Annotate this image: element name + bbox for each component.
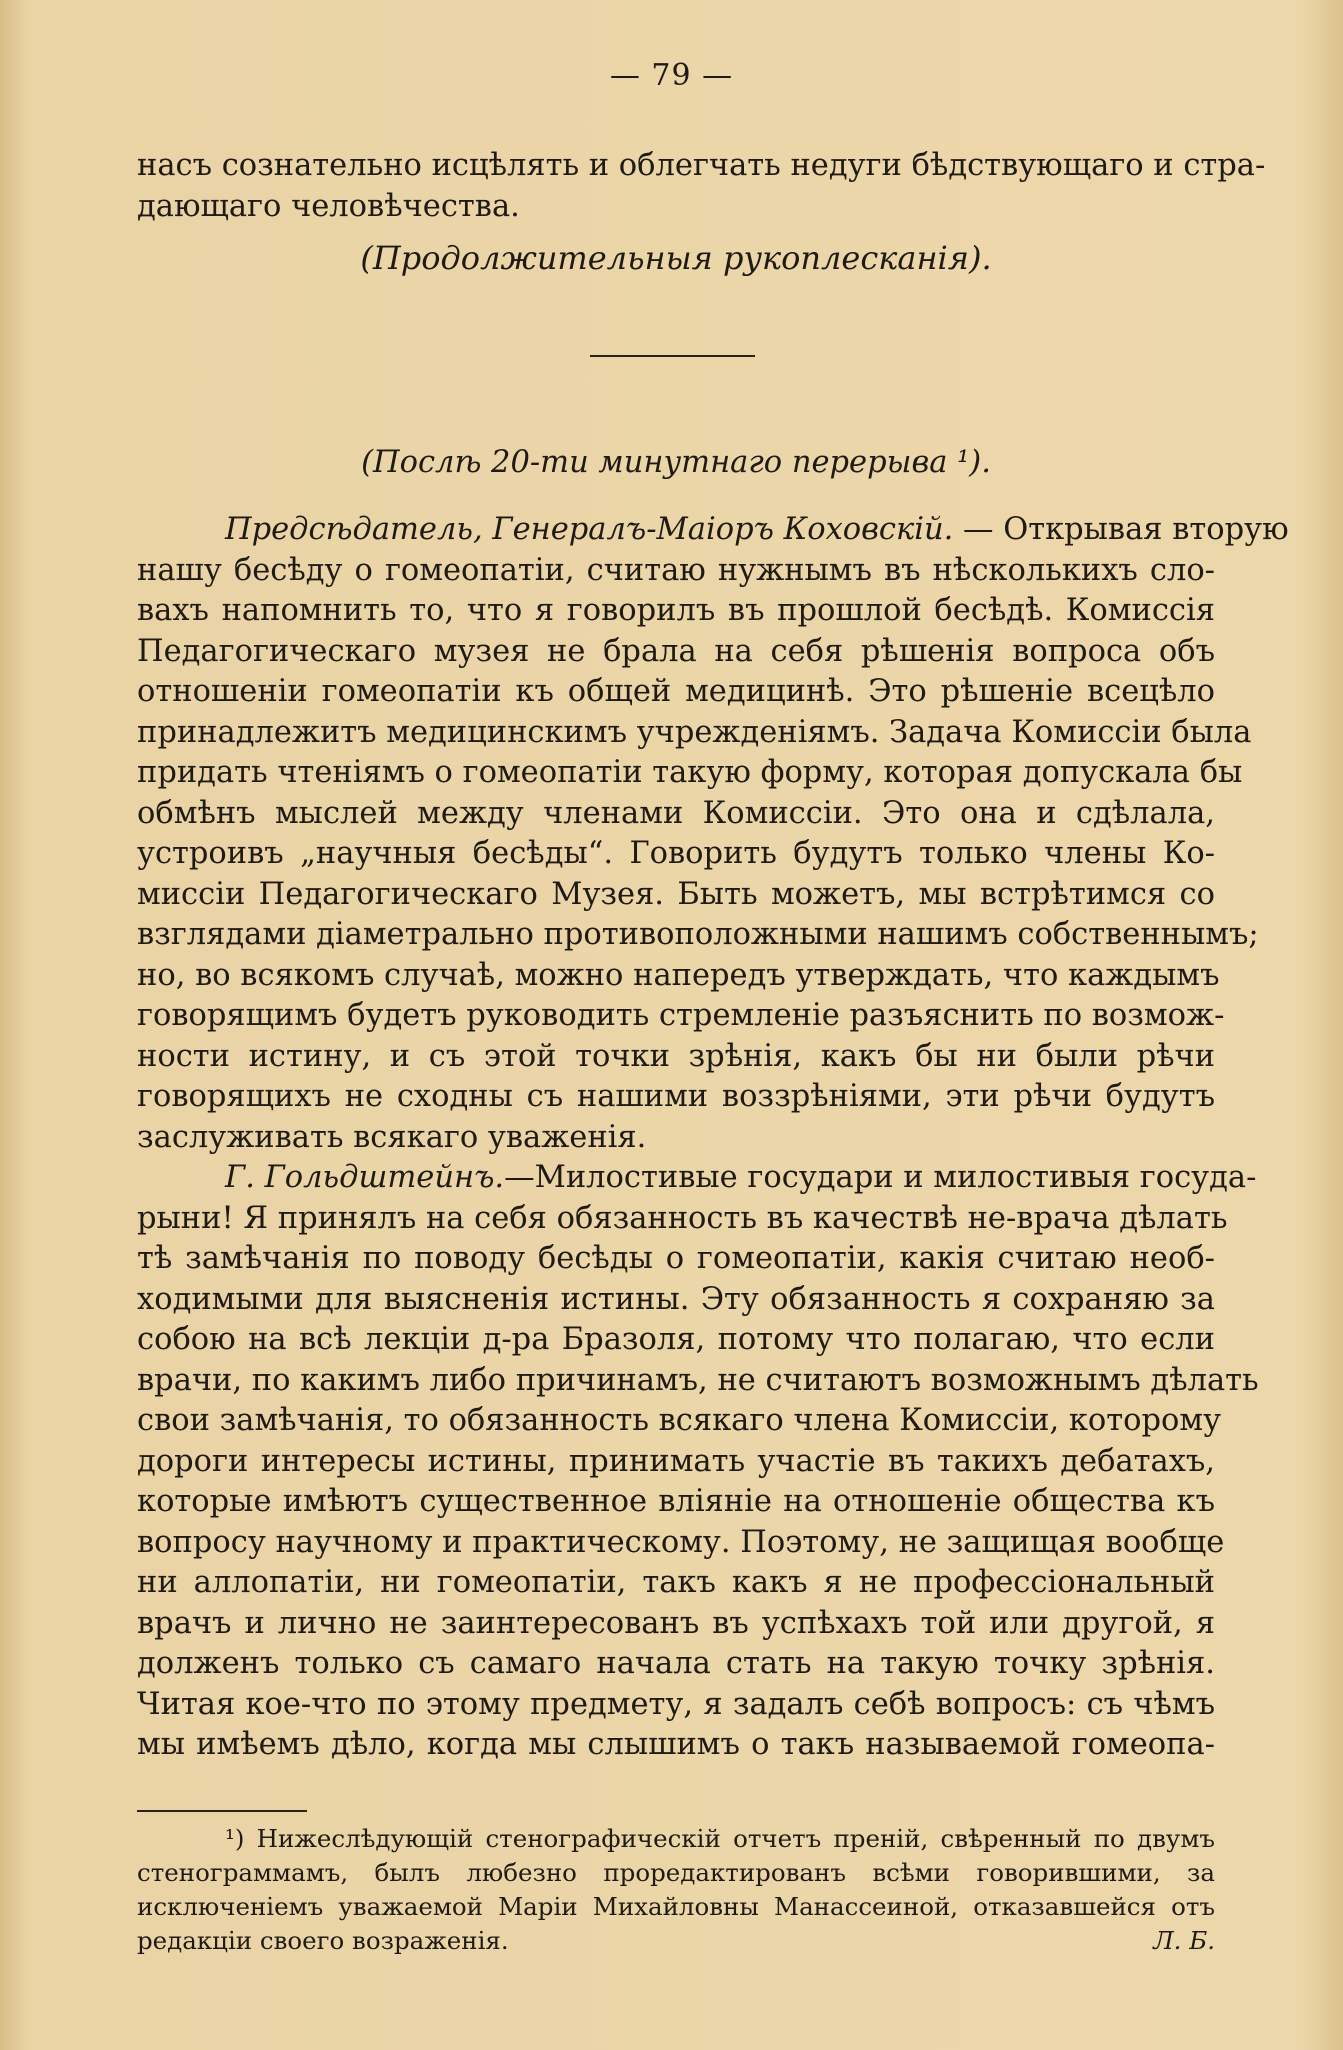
text-line: Педагогическаго музея не брала на себя рѣшенія вопроса объ xyxy=(137,633,1215,669)
text-line: принадлежитъ медицинскимъ учрежденіямъ. Задача Комиссіи была xyxy=(137,714,1252,750)
text-line: мы имѣемъ дѣло, когда мы слышимъ о такъ называемой гомеопа- xyxy=(137,1727,1215,1762)
text-line: ности истину, и съ этой точки зрѣнія, какъ бы ни были рѣчи xyxy=(137,1038,1215,1074)
break-note: (Послѣ 20-ти минутнаго перерыва ¹). xyxy=(361,445,991,480)
text-line: заслуживать всякаго уваженія. xyxy=(137,1119,647,1155)
text-line: вопросу научному и практическому. Поэтому, не защищая вообще xyxy=(137,1524,1225,1560)
text-line: врачи, по какимъ либо причинамъ, не считаютъ возможнымъ дѣлать xyxy=(137,1362,1259,1398)
text-line: тѣ замѣчанія по поводу бесѣды о гомеопатіи, какія считаю необ- xyxy=(137,1241,1215,1276)
chairman-speech xyxy=(137,510,1289,1158)
text-line: отношеніи гомеопатіи къ общей медицинѣ. Это рѣшеніе всецѣло xyxy=(137,674,1215,709)
text-line: рыни! Я принялъ на себя обязанность въ качествѣ не-врача дѣлать xyxy=(137,1200,1228,1236)
text-line: насъ сознательно исцѣлять и облегчать недуги бѣдствующаго и стра- xyxy=(137,148,1266,183)
footnote xyxy=(137,1822,1215,1958)
text-line: ни аллопатіи, ни гомеопатіи, такъ какъ я не профессіональный xyxy=(137,1565,1215,1600)
text-line: миссіи Педагогическаго Музея. Быть можетъ, мы встрѣтимся со xyxy=(137,876,1215,912)
editor-signature: Л. Б. xyxy=(1153,1926,1215,1955)
footnote-line: ¹) Нижеслѣдующій стенографическій отчетъ преній, свѣренный по двумъ xyxy=(225,1824,1215,1853)
goldstein-speech xyxy=(137,1158,1259,1766)
text-line: которые имѣютъ существенное вліяніе на отношеніе общества къ xyxy=(137,1484,1215,1519)
applause-note: (Продолжительныя рукоплесканія). xyxy=(360,239,992,277)
page-number: — 79 — xyxy=(609,58,734,93)
text-line: говорящимъ будетъ руководить стремленіе разъяснить по возмож- xyxy=(137,998,1225,1033)
footnote-line: стенограммамъ, былъ любезно проредактированъ всѣми говорившими, за xyxy=(137,1858,1215,1887)
text-line: говорящихъ не сходны съ нашими воззрѣніями, эти рѣчи будутъ xyxy=(137,1079,1215,1114)
footnote-rule xyxy=(137,1810,307,1812)
text-line: долженъ только съ самаго начала стать на такую точку зрѣнія. xyxy=(137,1646,1215,1681)
text-line: дающаго человѣчества. xyxy=(137,188,520,224)
text-line: Предсѣдатель, Генералъ-Маіоръ Коховскій. — Открывая вторую xyxy=(225,512,1289,547)
text-line: ходимыми для выясненія истины. Эту обязанность я сохраняю за xyxy=(137,1281,1215,1317)
text-line: дороги интересы истины, принимать участіе въ такихъ дебатахъ, xyxy=(137,1443,1215,1479)
footnote-line: исключеніемъ уважаемой Маріи Михайловны Манассеиной, отказавшейся отъ xyxy=(137,1892,1215,1921)
speaker-name: Г. Гольдштейнъ. xyxy=(225,1160,505,1195)
text-line: придать чтеніямъ о гомеопатіи такую форму, которая допускала бы xyxy=(137,755,1243,790)
text-line: обмѣнъ мыслей между членами Комиссіи. Это она и сдѣлала, xyxy=(137,795,1215,831)
text-line: но, во всякомъ случаѣ, можно напередъ утверждать, что каждымъ xyxy=(137,957,1220,993)
section-divider xyxy=(590,355,755,357)
text-line: вахъ напомнить то, что я говорилъ въ прошлой бесѣдѣ. Комиссія xyxy=(137,593,1215,628)
text-line: свои замѣчанія, то обязанность всякаго члена Комиссіи, которому xyxy=(137,1403,1222,1438)
text-line: взглядами діаметрально противоположными нашимъ собственнымъ; xyxy=(137,917,1259,952)
footnote-line: редакціи своего возраженія. Л. Б. xyxy=(137,1924,1215,1958)
intro-paragraph xyxy=(137,146,1266,227)
text-line: врачъ и лично не заинтересованъ въ успѣхахъ той или другой, я xyxy=(137,1605,1215,1641)
text-line: Г. Гольдштейнъ.—Милостивые государи и милостивыя госуда- xyxy=(225,1160,1257,1195)
text-line: Читая кое-что по этому предмету, я задалъ себѣ вопросъ: съ чѣмъ xyxy=(137,1686,1215,1722)
text-line: нашу бесѣду о гомеопатіи, считаю нужнымъ въ нѣсколькихъ сло- xyxy=(137,552,1215,588)
speaker-name: Предсѣдатель, Генералъ-Маіоръ Коховскій. xyxy=(225,512,954,547)
text-line: собою на всѣ лекціи д-ра Бразоля, потому что полагаю, что если xyxy=(137,1322,1215,1357)
text-line: устроивъ „научныя бесѣды“. Говорить будутъ только члены Ко- xyxy=(137,836,1215,871)
